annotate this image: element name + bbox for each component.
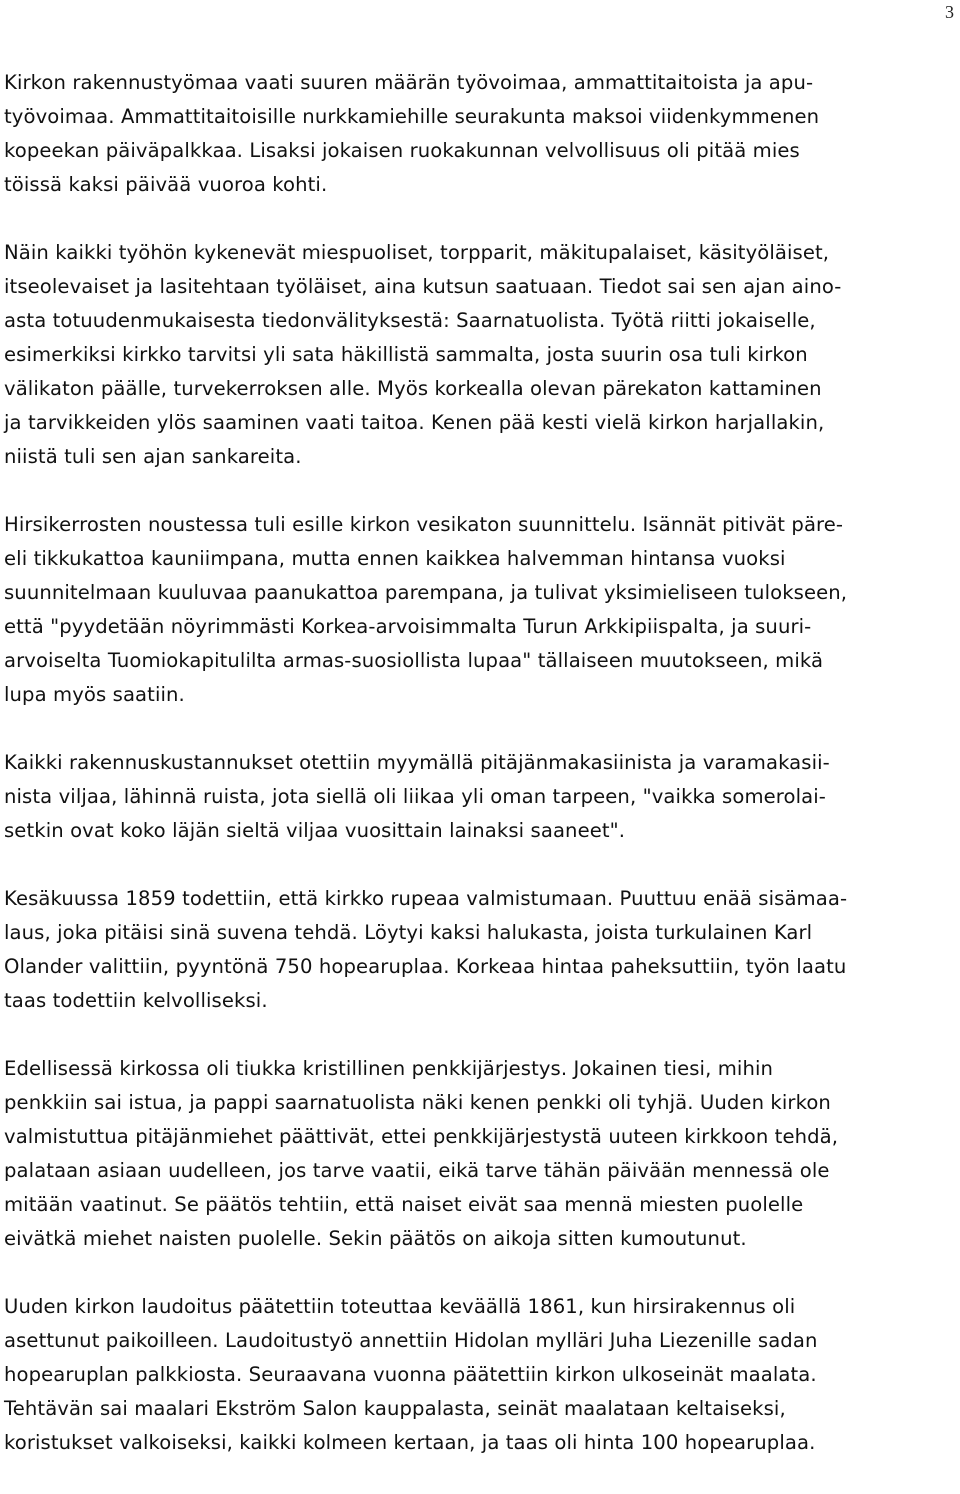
paragraph [4, 66, 956, 202]
text-line: mitään vaatinut. Se päätös tehtiin, että naiset eivät saa mennä miesten puolelle [4, 1193, 804, 1216]
text-line: töissä kaksi päivää vuoroa kohti. [4, 173, 328, 196]
text-line: koristukset valkoiseksi, kaikki kolmeen kertaan, ja taas oli hinta 100 hopearuplaa. [4, 1431, 816, 1454]
text-line: taas todettiin kelvolliseksi. [4, 989, 268, 1012]
text-line: asettunut paikoilleen. Laudoitustyö annettiin Hidolan mylläri Juha Liezenille sadan [4, 1329, 818, 1352]
text-line: Olander valittiin, pyyntönä 750 hopearuplaa. Korkeaa hintaa paheksuttiin, työn laatu [4, 955, 847, 978]
text-line: suunnitelmaan kuuluvaa paanukattoa parempana, ja tulivat yksimieliseen tulokseen, [4, 581, 848, 604]
text-line: että "pyydetään nöyrimmästi Korkea-arvoisimmalta Turun Arkkipiispalta, ja suuri- [4, 615, 812, 638]
text-line: Tehtävän sai maalari Ekström Salon kauppalasta, seinät maalataan keltaiseksi, [4, 1397, 786, 1420]
text-line: niistä tuli sen ajan sankareita. [4, 445, 302, 468]
text-line: Kirkon rakennustyömaa vaati suuren määrän työvoimaa, ammattitaitoista ja apu- [4, 71, 814, 94]
text-line: hopearuplan palkkiosta. Seuraavana vuonna päätettiin kirkon ulkoseinät maalata. [4, 1363, 817, 1386]
paragraph [4, 1290, 956, 1460]
paragraph [4, 236, 956, 474]
text-line: välikaton päälle, turvekerroksen alle. Myös korkealla olevan pärekaton kattaminen [4, 377, 822, 400]
text-line: ja tarvikkeiden ylös saaminen vaati taitoa. Kenen pää kesti vielä kirkon harjallakin, [4, 411, 825, 434]
text-line: kopeekan päiväpalkkaa. Lisaksi jokaisen ruokakunnan velvollisuus oli pitää mies [4, 139, 800, 162]
text-line: eivätkä miehet naisten puolelle. Sekin päätös on aikoja sitten kumoutunut. [4, 1227, 747, 1250]
page-number: 3 [945, 2, 954, 22]
paragraph [4, 508, 956, 712]
text-line: lupa myös saatiin. [4, 683, 185, 706]
text-line: laus, joka pitäisi sinä suvena tehdä. Löytyi kaksi halukasta, joista turkulainen Karl [4, 921, 813, 944]
text-line: penkkiin sai istua, ja pappi saarnatuolista näki kenen penkki oli tyhjä. Uuden kirkon [4, 1091, 831, 1114]
text-line: Näin kaikki työhön kykenevät miespuoliset, torpparit, mäkitupalaiset, käsityöläiset, [4, 241, 830, 264]
paragraph [4, 746, 956, 848]
text-line: Uuden kirkon laudoitus päätettiin toteuttaa keväällä 1861, kun hirsirakennus oli [4, 1295, 796, 1318]
document-body [4, 66, 956, 1494]
text-line: asta totuudenmukaisesta tiedonvälityksestä: Saarnatuolista. Työtä riitti jokaiselle, [4, 309, 816, 332]
paragraph [4, 1052, 956, 1256]
text-line: Hirsikerrosten noustessa tuli esille kirkon vesikaton suunnittelu. Isännät pitivät päre- [4, 513, 844, 536]
text-line: arvoiselta Tuomiokapitulilta armas-suosiollista lupaa" tällaiseen muutokseen, mikä [4, 649, 824, 672]
text-line: Edellisessä kirkossa oli tiukka kristillinen penkkijärjestys. Jokainen tiesi, mihin [4, 1057, 774, 1080]
text-line: työvoimaa. Ammattitaitoisille nurkkamiehille seurakunta maksoi viidenkymmenen [4, 105, 820, 128]
text-line: Kesäkuussa 1859 todettiin, että kirkko rupeaa valmistumaan. Puuttuu enää sisämaa- [4, 887, 848, 910]
text-line: nista viljaa, lähinnä ruista, jota siellä oli liikaa yli oman tarpeen, "vaikka somerolai- [4, 785, 826, 808]
paragraph [4, 882, 956, 1018]
text-line: Kaikki rakennuskustannukset otettiin myymällä pitäjänmakasiinista ja varamakasii- [4, 751, 830, 774]
text-line: palataan asiaan uudelleen, jos tarve vaatii, eikä tarve tähän päivään mennessä ole [4, 1159, 830, 1182]
text-line: itseolevaiset ja lasitehtaan työläiset, aina kutsun saatuaan. Tiedot sai sen ajan aino- [4, 275, 842, 298]
text-line: esimerkiksi kirkko tarvitsi yli sata häkillistä sammalta, josta suurin osa tuli kirkon [4, 343, 808, 366]
text-line: valmistuttua pitäjänmiehet päättivät, ettei penkkijärjestystä uuteen kirkkoon tehdä, [4, 1125, 839, 1148]
text-line: setkin ovat koko läjän sieltä viljaa vuosittain lainaksi saaneet". [4, 819, 626, 842]
text-line: eli tikkukattoa kauniimpana, mutta ennen kaikkea halvemman hintansa vuoksi [4, 547, 786, 570]
